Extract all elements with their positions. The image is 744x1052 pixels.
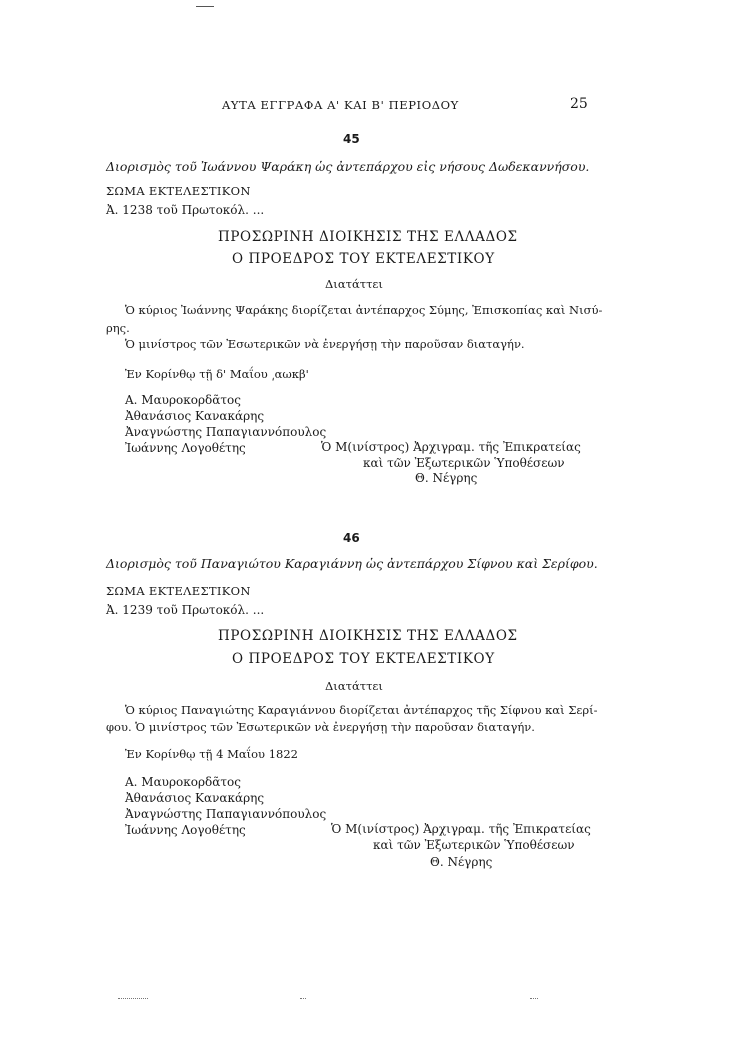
heading-president: Ο ΠΡΟΕΔΡΟΣ ΤΟΥ ΕΚΤΕΛΕΣΤΙΚΟΥ [232,251,495,267]
running-head: ΑΥΤΑ ΕΓΓΡΑΦΑ Α' ΚΑΙ Β' ΠΕΡΙΟΔΟΥ [222,98,459,112]
signatory: Α. Μαυροκορδᾶτος [125,775,241,789]
signatory: Α. Μαυροκορδᾶτος [125,393,241,407]
place-date: Ἐν Κορίνθῳ τῇ δ' Μαΐου ͵αωκβ' [125,367,309,381]
signatory: Ἀναγνώστης Παπαγιαννόπουλος [125,425,327,439]
signatory: Ἀναγνώστης Παπαγιαννόπουλος [125,807,327,821]
paragraph-line: Ὁ κύριος Παναγιώτης Καραγιάννου διορίζεται ἀντέπαρχος τῆς Σίφνου καὶ Σερί- [125,703,598,717]
place-date: Ἐν Κορίνθῳ τῇ 4 Μαΐου 1822 [125,747,298,761]
issuing-body: ΣΩΜΑ ΕΚΤΕΛΕΣΤΙΚΟΝ [106,584,251,598]
protocol-number: Ἀ. 1239 τοῦ Πρωτοκόλ. ... [106,603,265,617]
countersignature: Ὁ Μ(ινίστρος) Ἀρχιγραμ. τῆς Ἐπικρατείας [321,440,581,454]
document-number: 45 [343,132,360,146]
protocol-number: Ἀ. 1238 τοῦ Πρωτοκόλ. ... [106,203,265,217]
issuing-body: ΣΩΜΑ ΕΚΤΕΛΕΣΤΙΚΟΝ [106,184,251,198]
heading-government: ΠΡΟΣΩΡΙΝΗ ΔΙΟΙΚΗΣΙΣ ΤΗΣ ΕΛΛΑΔΟΣ [218,229,518,245]
scan-edge-mark [530,998,538,999]
document-title: Διορισμὸς τοῦ Ἰωάννου Ψαράκη ὡς ἀντεπάρχου εἰς νήσους Δωδεκαννήσου. [106,159,590,174]
signatory: Ἰωάννης Λογοθέτης [125,441,246,455]
countersignature: καὶ τῶν Ἐξωτερικῶν Ὑποθέσεων [363,456,565,470]
paragraph-line: ρης. [106,321,130,335]
decree-word: Διατάττει [325,679,383,693]
scan-edge-mark [300,998,306,999]
paragraph-line: Ὁ κύριος Ἰωάννης Ψαράκης διορίζεται ἀντέπαρχος Σύμης, Ἐπισκοπίας καὶ Νισύ- [125,303,603,317]
countersignature: Θ. Νέγρης [415,471,478,485]
countersignature: Ὁ Μ(ινίστρος) Ἀρχιγραμ. τῆς Ἐπικρατείας [331,822,591,836]
signatory: Ἀθανάσιος Κανακάρης [125,791,265,805]
countersignature: Θ. Νέγρης [430,855,493,869]
decree-word: Διατάττει [325,277,383,291]
countersignature: καὶ τῶν Ἐξωτερικῶν Ὑποθέσεων [373,838,575,852]
heading-president: Ο ΠΡΟΕΔΡΟΣ ΤΟΥ ΕΚΤΕΛΕΣΤΙΚΟΥ [232,651,495,667]
paragraph-line: φου. Ὁ μινίστρος τῶν Ἐσωτερικῶν νὰ ἐνεργήσῃ τὴν παροῦσαν διαταγήν. [106,720,535,734]
signatory: Ἀθανάσιος Κανακάρης [125,409,265,423]
page-number: 25 [570,96,588,112]
document-number: 46 [343,531,360,545]
paragraph-line: Ὁ μινίστρος τῶν Ἐσωτερικῶν νὰ ἐνεργήσῃ τὴν παροῦσαν διαταγήν. [125,337,525,351]
heading-government: ΠΡΟΣΩΡΙΝΗ ΔΙΟΙΚΗΣΙΣ ΤΗΣ ΕΛΛΑΔΟΣ [218,628,518,644]
scan-edge-mark [196,6,214,7]
signatory: Ἰωάννης Λογοθέτης [125,823,246,837]
document-title: Διορισμὸς τοῦ Παναγιώτου Καραγιάννη ὡς ἀντεπάρχου Σίφνου καὶ Σερίφου. [106,556,598,571]
scan-edge-mark [118,998,148,999]
